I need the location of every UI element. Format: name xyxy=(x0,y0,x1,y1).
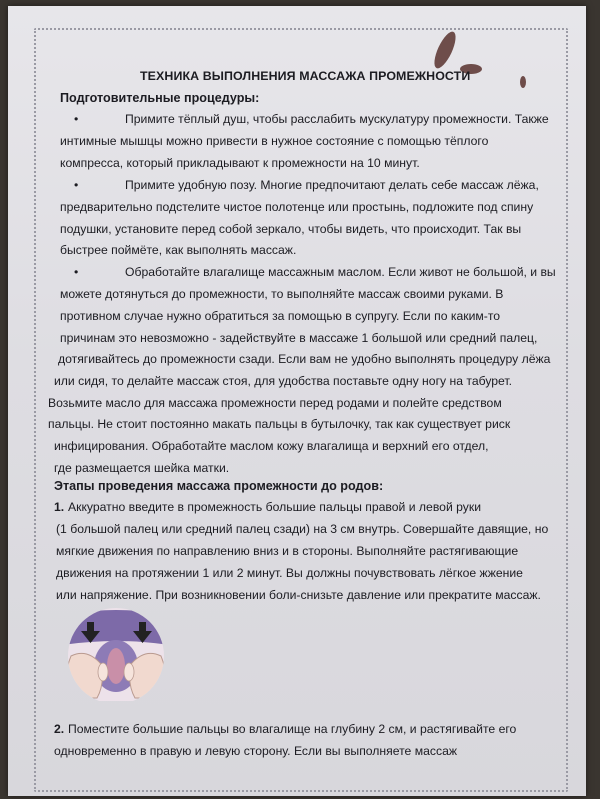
step-line: Поместите большие пальцы во влагалище на глубину 2 см, и растягивайте его xyxy=(68,722,517,736)
paragraph-line: причинам это невозможно - задействуйте в массаже 1 большой или средний палец, xyxy=(60,331,538,345)
document-title: ТЕХНИКА ВЫПОЛНЕНИЯ МАССАЖА ПРОМЕЖНОСТИ xyxy=(140,69,471,83)
ink-stain xyxy=(520,76,526,88)
paragraph-line: противном случае нужно обратиться за помощью в супругу. Если по каким-то xyxy=(60,309,501,323)
step-line: или напряжение. При возникновении боли-снизьте давление или прекратите массаж. xyxy=(56,588,541,602)
paragraph-line: инфицирования. Обработайте маслом кожу влагалища и верхний его отдел, xyxy=(54,439,489,453)
paragraph-line: пальцы. Не стоит постоянно макать пальцы в бутылочку, так как существует риск xyxy=(48,417,511,431)
paragraph-line: или сидя, то делайте массаж стоя, для удобства поставьте одну ногу на табурет. xyxy=(54,374,513,388)
paragraph-line: подушки, установите перед собой зеркало, чтобы видеть, что происходит. Так вы xyxy=(60,222,522,236)
step-line: движения на протяжении 1 или 2 минут. Вы должны почувствовать лёгкое жжение xyxy=(56,566,523,580)
paragraph-line: компресса, который прикладывают к промежности на 10 минут. xyxy=(60,156,420,170)
paragraph-line: дотягивайтесь до промежности сзади. Если вам не удобно выполнять процедуру лёжа xyxy=(58,352,551,366)
step-line: мягкие движения по направлению вниз и в стороны. Выполняйте растягивающие xyxy=(56,544,519,558)
section-heading-stages: Этапы проведения массажа промежности до родов: xyxy=(54,479,384,493)
paragraph-line: Примите тёплый душ, чтобы расслабить мускулатуру промежности. Также xyxy=(125,112,549,126)
paragraph-line: Возьмите масло для массажа промежности перед родами и полейте средством xyxy=(48,396,502,410)
step-line: (1 большой палец или средний палец сзади) на 3 см внутрь. Совершайте давящие, но xyxy=(56,522,549,536)
bullet: • xyxy=(74,178,79,192)
paragraph-line: предварительно подстелите чистое полотенце или простынь, подложите под спину xyxy=(60,200,534,214)
step-number: 1. xyxy=(54,500,65,514)
paragraph-line: интимные мышцы можно привести в нужное состояние с помощью тёплого xyxy=(60,134,489,148)
bullet: • xyxy=(74,112,79,126)
paragraph-line: можете дотянуться до промежности, то выполняйте массаж своими руками. В xyxy=(60,287,504,301)
step-line: Аккуратно введите в промежность большие пальцы правой и левой руки xyxy=(68,500,482,514)
paragraph-line: где размещается шейка матки. xyxy=(54,461,230,475)
paragraph-line: Примите удобную позу. Многие предпочитают делать себе массаж лёжа, xyxy=(125,178,539,192)
massage-illustration xyxy=(57,606,175,701)
step-line: одновременно в правую и левую сторону. Если вы выполняете массаж xyxy=(54,744,457,758)
step-number: 2. xyxy=(54,722,65,736)
bullet: • xyxy=(74,265,79,279)
paragraph-line: быстрее поймёте, как выполнять массаж. xyxy=(60,243,297,257)
paragraph-line: Обработайте влагалище массажным маслом. Если живот не большой, и вы xyxy=(125,265,556,279)
section-heading-preparation: Подготовительные процедуры: xyxy=(60,91,260,105)
